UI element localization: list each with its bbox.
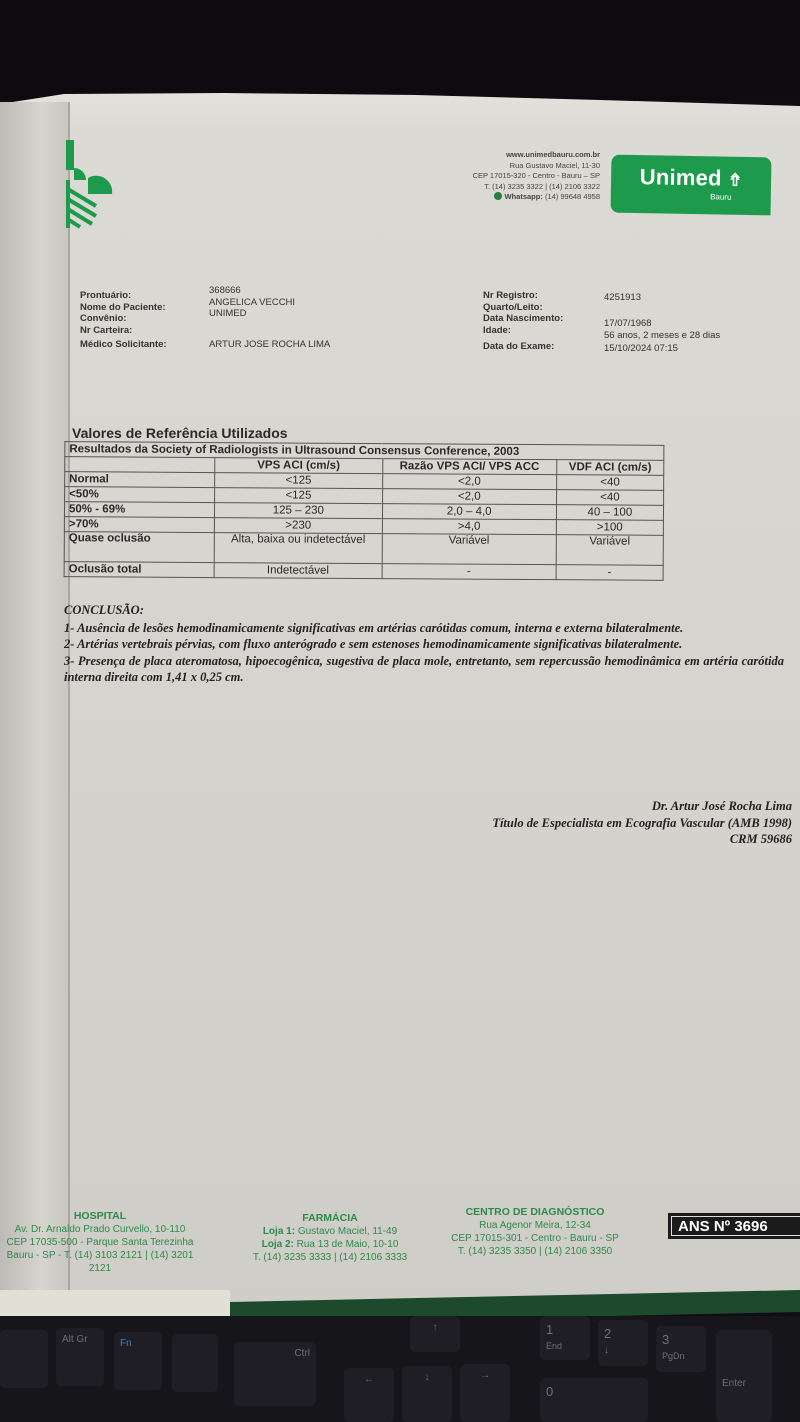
farmacia-phone: T. (14) 3235 3333 | (14) 2106 3333 xyxy=(252,1252,408,1263)
phone-line: T. (14) 3235 3322 | (14) 2106 3322 xyxy=(484,181,600,191)
whatsapp-line xyxy=(473,192,600,203)
key-left: ← xyxy=(344,1368,394,1422)
cep-line: CEP 17015-320 - Centro - Bauru – SP xyxy=(472,171,600,180)
value-nome-paciente: ANGELICA VECCHI xyxy=(209,296,296,308)
table-row xyxy=(64,562,663,581)
unimed-brand-badge xyxy=(611,155,772,216)
unimed-tree-logo-icon xyxy=(66,140,118,230)
label-medico-solicitante: Médico Solicitante: xyxy=(80,339,167,350)
value-prontuario: 368666 xyxy=(209,285,241,296)
cell-ratio: 2,0 – 4,0 xyxy=(382,504,556,520)
binder-page-edge xyxy=(0,102,70,1322)
label-nome-paciente: Nome do Paciente: xyxy=(80,301,166,313)
col-header-empty xyxy=(65,457,215,473)
value-nr-carteira xyxy=(209,320,330,332)
cell-ratio: Variável xyxy=(382,534,556,565)
background-dark xyxy=(0,0,800,100)
table-row xyxy=(64,532,663,566)
row-label: 50% - 69% xyxy=(64,502,214,518)
patient-info-right-values xyxy=(604,292,720,355)
brand-name: Unimed ⇮ xyxy=(639,164,743,191)
key-3-pgdn: 3 PgDn xyxy=(656,1326,706,1372)
keyboard-key xyxy=(0,1330,48,1388)
hospital-line: CEP 17035-500 - Parque Santa Terezinha xyxy=(6,1237,194,1248)
cell-ratio: >4,0 xyxy=(382,519,556,535)
value-data-exame: 15/10/2024 07:15 xyxy=(604,343,678,354)
value-data-nascimento: 17/07/1968 xyxy=(604,318,652,329)
cell-vdf: Variável xyxy=(556,535,663,566)
cell-ratio: <2,0 xyxy=(382,489,556,505)
key-enter: Enter xyxy=(716,1330,772,1422)
cell-ratio: - xyxy=(382,564,556,580)
label-quarto-leito: Quarto/Leito: xyxy=(483,301,543,313)
key-ctrl: Ctrl xyxy=(234,1342,316,1406)
value-nr-registro: 4251913 xyxy=(604,292,641,303)
cell-vdf: 40 – 100 xyxy=(556,505,663,521)
whatsapp-label: Whatsapp: xyxy=(504,192,543,201)
value-idade: 56 anos, 2 meses e 28 dias xyxy=(604,329,721,341)
label-prontuario: Prontuário: xyxy=(80,290,132,301)
reference-title: Valores de Referência Utilizados xyxy=(72,425,288,441)
brand-city: Bauru xyxy=(710,192,732,202)
label-data-exame: Data do Exame: xyxy=(483,341,555,352)
key-down: ↓ xyxy=(402,1366,452,1422)
key-1-end: 1 End xyxy=(540,1316,590,1360)
cell-vdf: - xyxy=(556,565,663,581)
label-nr-registro: Nr Registro: xyxy=(483,290,538,301)
key-right: → xyxy=(460,1364,510,1422)
cell-vps: 125 – 230 xyxy=(214,503,382,519)
doctor-name: Dr. Artur José Rocha Lima xyxy=(651,799,792,813)
col-header-vps: VPS ACI (cm/s) xyxy=(215,458,383,474)
cell-ratio: <2,0 xyxy=(382,474,556,490)
cell-vdf: >100 xyxy=(556,520,663,536)
conclusion-item: 2- Artérias vertebrais pérvias, com fluxo anterógrado e sem estenoses hemodinamicamente significativas bilateralmente. xyxy=(64,637,683,651)
centro-line: CEP 17015-301 - Centro - Bauru - SP xyxy=(451,1233,619,1244)
row-label: <50% xyxy=(65,487,215,503)
label-data-nascimento: Data Nascimento: xyxy=(483,313,564,324)
doctor-crm: CRM 59686 xyxy=(729,832,792,846)
address-line: Rua Gustavo Maciel, 11-30 xyxy=(509,160,600,170)
centro-line: T. (14) 3235 3350 | (14) 2106 3350 xyxy=(457,1246,613,1257)
cell-vps: Indetectável xyxy=(214,563,382,579)
patient-info-right-labels xyxy=(483,290,563,353)
doctor-title: Título de Especialista em Ecografia Vascular (AMB 1998) xyxy=(492,815,792,830)
key-2-down: 2 ↓ xyxy=(598,1320,648,1366)
col-header-vdf: VDF ACI (cm/s) xyxy=(556,460,663,476)
key-fn: Fn xyxy=(114,1332,162,1390)
footer-centro-diagnostico xyxy=(440,1206,630,1258)
table-caption: Resultados da Society of Radiologists in Ultrasound Consensus Conference, 2003 xyxy=(65,442,664,461)
conclusion-section xyxy=(64,602,784,686)
reference-table xyxy=(64,441,665,581)
farmacia-loja1: Loja 1: Gustavo Maciel, 11-49 xyxy=(262,1226,398,1237)
conclusion-title: CONCLUSÃO: xyxy=(64,603,144,617)
row-label: >70% xyxy=(64,517,214,533)
row-label: Quase oclusão xyxy=(64,532,214,563)
footer-farmacia xyxy=(240,1212,420,1264)
paper-sheet xyxy=(0,60,800,1325)
key-altgr: Alt Gr xyxy=(56,1328,104,1386)
hospital-line: Bauru - SP - T. (14) 3103 2121 | (14) 3201 2121 xyxy=(6,1250,194,1274)
cell-vps: >230 xyxy=(214,518,382,534)
hospital-heading: HOSPITAL xyxy=(73,1210,127,1222)
patient-info-left-labels xyxy=(80,290,167,351)
farmacia-loja2: Loja 2: Rua 13 de Maio, 10-10 xyxy=(261,1239,399,1250)
label-idade: Idade: xyxy=(483,324,511,336)
header-contact-block xyxy=(473,150,600,203)
key-up: ↑ xyxy=(410,1316,460,1352)
label-nr-carteira: Nr Carteira: xyxy=(80,324,133,336)
centro-heading: CENTRO DE DIAGNÓSTICO xyxy=(465,1206,605,1218)
keyboard-key xyxy=(172,1334,218,1392)
value-convenio: UNIMED xyxy=(209,308,247,319)
footer-hospital xyxy=(0,1210,200,1275)
hospital-line: Av. Dr. Arnaldo Prado Curvello, 10-110 xyxy=(14,1224,186,1235)
value-quarto-leito xyxy=(604,304,720,316)
conclusion-item: 1- Ausência de lesões hemodinamicamente significativas em artérias carótidas comum, interna e externa bilateralmente. xyxy=(64,620,684,635)
unimed-tree-icon: ⇮ xyxy=(727,170,743,190)
cell-vdf: <40 xyxy=(556,475,663,491)
col-header-ratio: Razão VPS ACI/ VPS ACC xyxy=(382,459,556,475)
centro-line: Rua Agenor Meira, 12-34 xyxy=(479,1220,591,1231)
cell-vdf: <40 xyxy=(556,490,663,506)
row-label: Oclusão total xyxy=(64,562,214,578)
page-bottom-strip xyxy=(0,1290,230,1318)
whatsapp-icon xyxy=(494,192,502,200)
farmacia-heading: FARMÁCIA xyxy=(302,1212,358,1224)
website-link[interactable]: www.unimedbauru.com.br xyxy=(506,150,600,159)
value-medico-solicitante: ARTUR JOSE ROCHA LIMA xyxy=(209,339,331,350)
signature-block xyxy=(492,798,792,848)
row-label: Normal xyxy=(65,472,215,488)
key-0: 0 xyxy=(540,1378,648,1422)
whatsapp-number: (14) 99648 4958 xyxy=(544,192,600,201)
label-convenio: Convênio: xyxy=(80,313,127,324)
keyboard xyxy=(0,1316,800,1422)
cell-vps: <125 xyxy=(215,473,383,489)
conclusion-item: 3- Presença de placa ateromatosa, hipoecogênica, sugestiva de placa mole, entretanto, sem repercussão hemodinâmica em artéria carótida interna direita com 1,41 x 0,25 cm. xyxy=(64,653,784,684)
cell-vps: Alta, baixa ou indetectável xyxy=(214,533,382,564)
cell-vps: <125 xyxy=(215,488,383,504)
patient-info-left-values xyxy=(209,285,330,351)
ans-badge: ANS Nº 3696 xyxy=(668,1213,800,1239)
